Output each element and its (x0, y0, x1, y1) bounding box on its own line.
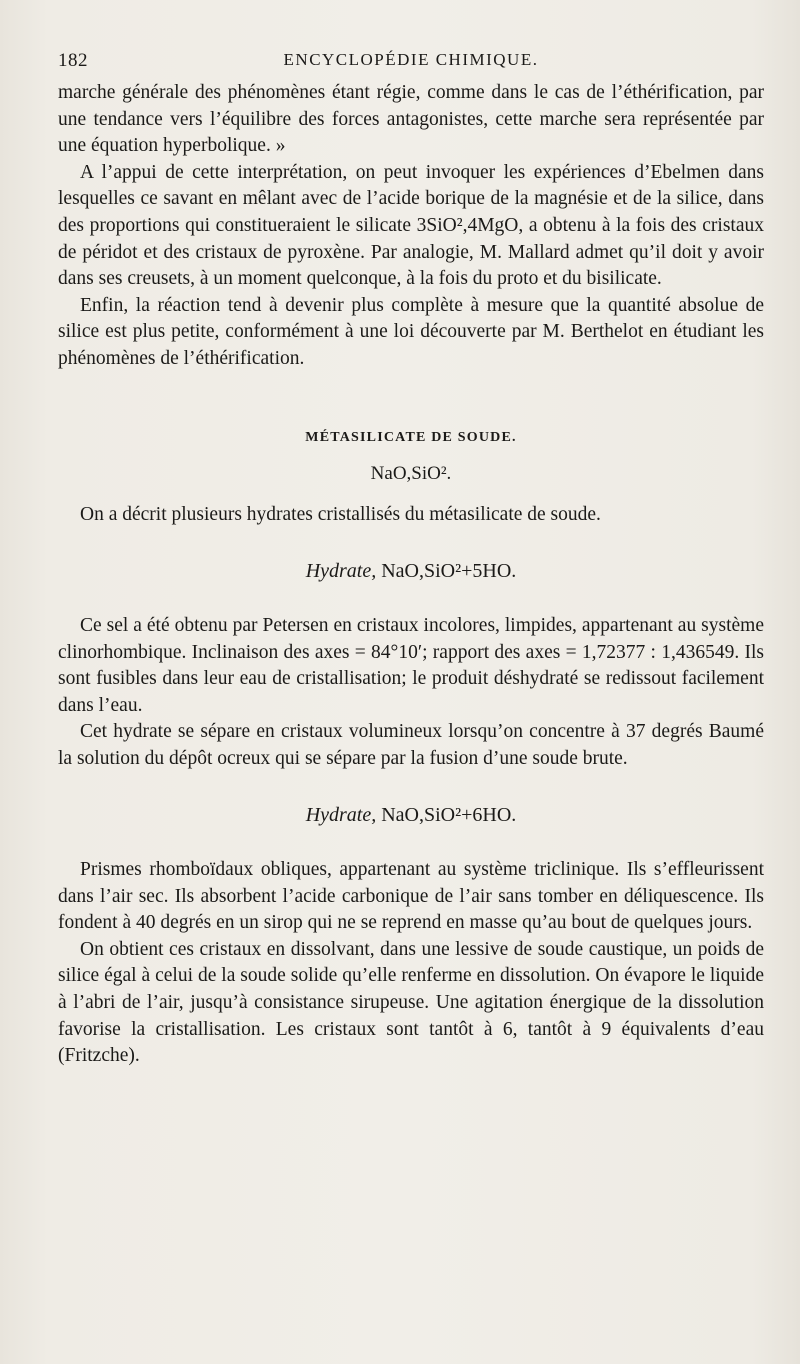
hydrate-1-label: Hydrate, (305, 560, 377, 583)
hydrate-2-heading (58, 802, 764, 829)
section-title: MÉTASILICATE DE SOUDE. (305, 429, 517, 445)
hydrate-1-formula: NaO,SiO²+5HO. (381, 560, 517, 583)
page-header (58, 50, 764, 78)
hydrate-1-heading (58, 558, 764, 585)
section-formula: NaO,SiO². (370, 463, 452, 485)
hydrate-2-formula: NaO,SiO²+6HO. (381, 804, 517, 827)
page-number: 182 (58, 50, 88, 71)
hydrate-2-paragraph-1: Prismes rhomboïdaux obliques, appartenant au système triclinique. Ils s’effleurissent dans l’air sec. Ils absorbent l’acide carbonique de l’air sans tomber en déliquescence. Ils fondent à 40 degrés en un sirop qui ne se reprend en masse qu’au bout de quelques jours. (58, 859, 764, 934)
intro-paragraph: On a décrit plusieurs hydrates cristallisés du métasilicate de soude. (80, 503, 601, 525)
hydrate-1-paragraph-1: Ce sel a été obtenu par Petersen en cristaux incolores, limpides, appartenant au système clinorhombique. Inclinaison des axes = 84°10′; rapport des axes = 1,72377 : 1,436549. Ils sont fusibles dans leur eau de cristallisation; le produit déshydraté se redissout facilement dans l’eau. (58, 614, 764, 716)
body-text (58, 80, 764, 1070)
paragraph-ebelmen: A l’appui de cette interprétation, on peut invoquer les expériences d’Ebelmen dans lesquelles ce savant en mêlant avec de l’acide borique de la magnésie et de la silice, dans des proportions qui constitueraient le silicate 3SiO²,4MgO, a obtenu à la fois des cristaux de péridot et des cristaux de pyroxène. Par analogie, M. Mallard admet qu’il doit y avoir dans ses creusets, à un moment quelconque, à la fois du proto et du bisilicate. (58, 161, 764, 290)
paragraph-berthelot: Enfin, la réaction tend à devenir plus complète à mesure que la quantité absolue de silice est plus petite, conformément à une loi découverte par M. Berthelot en étudiant les phénomènes de l’éthérification. (58, 294, 764, 369)
paragraph-continuation: marche générale des phénomènes étant régie, comme dans le cas de l’éthérification, par une tendance vers l’équilibre des forces antagonistes, cette marche sera représentée par une équation hyperbolique. » (58, 82, 764, 157)
hydrate-2-label: Hydrate, (305, 804, 377, 827)
hydrate-2-paragraph-2: On obtient ces cristaux en dissolvant, dans une lessive de soude caustique, un poids de silice égal à celui de la soude solide qu’elle renferme en dissolution. On évapore le liquide à l’abri de l’air, jusqu’à consistance sirupeuse. Une agitation énergique de la dissolution favorise la cristallisation. Les cristaux sont tantôt à 6, tantôt à 9 équivalents d’eau (Fritzche). (58, 938, 764, 1067)
running-head: ENCYCLOPÉDIE CHIMIQUE. (283, 50, 539, 69)
hydrate-1-paragraph-2: Cet hydrate se sépare en cristaux volumineux lorsqu’on concentre à 37 degrés Baumé la solution du dépôt ocreux qui se sépare par la fusion d’une soude brute. (58, 721, 764, 769)
